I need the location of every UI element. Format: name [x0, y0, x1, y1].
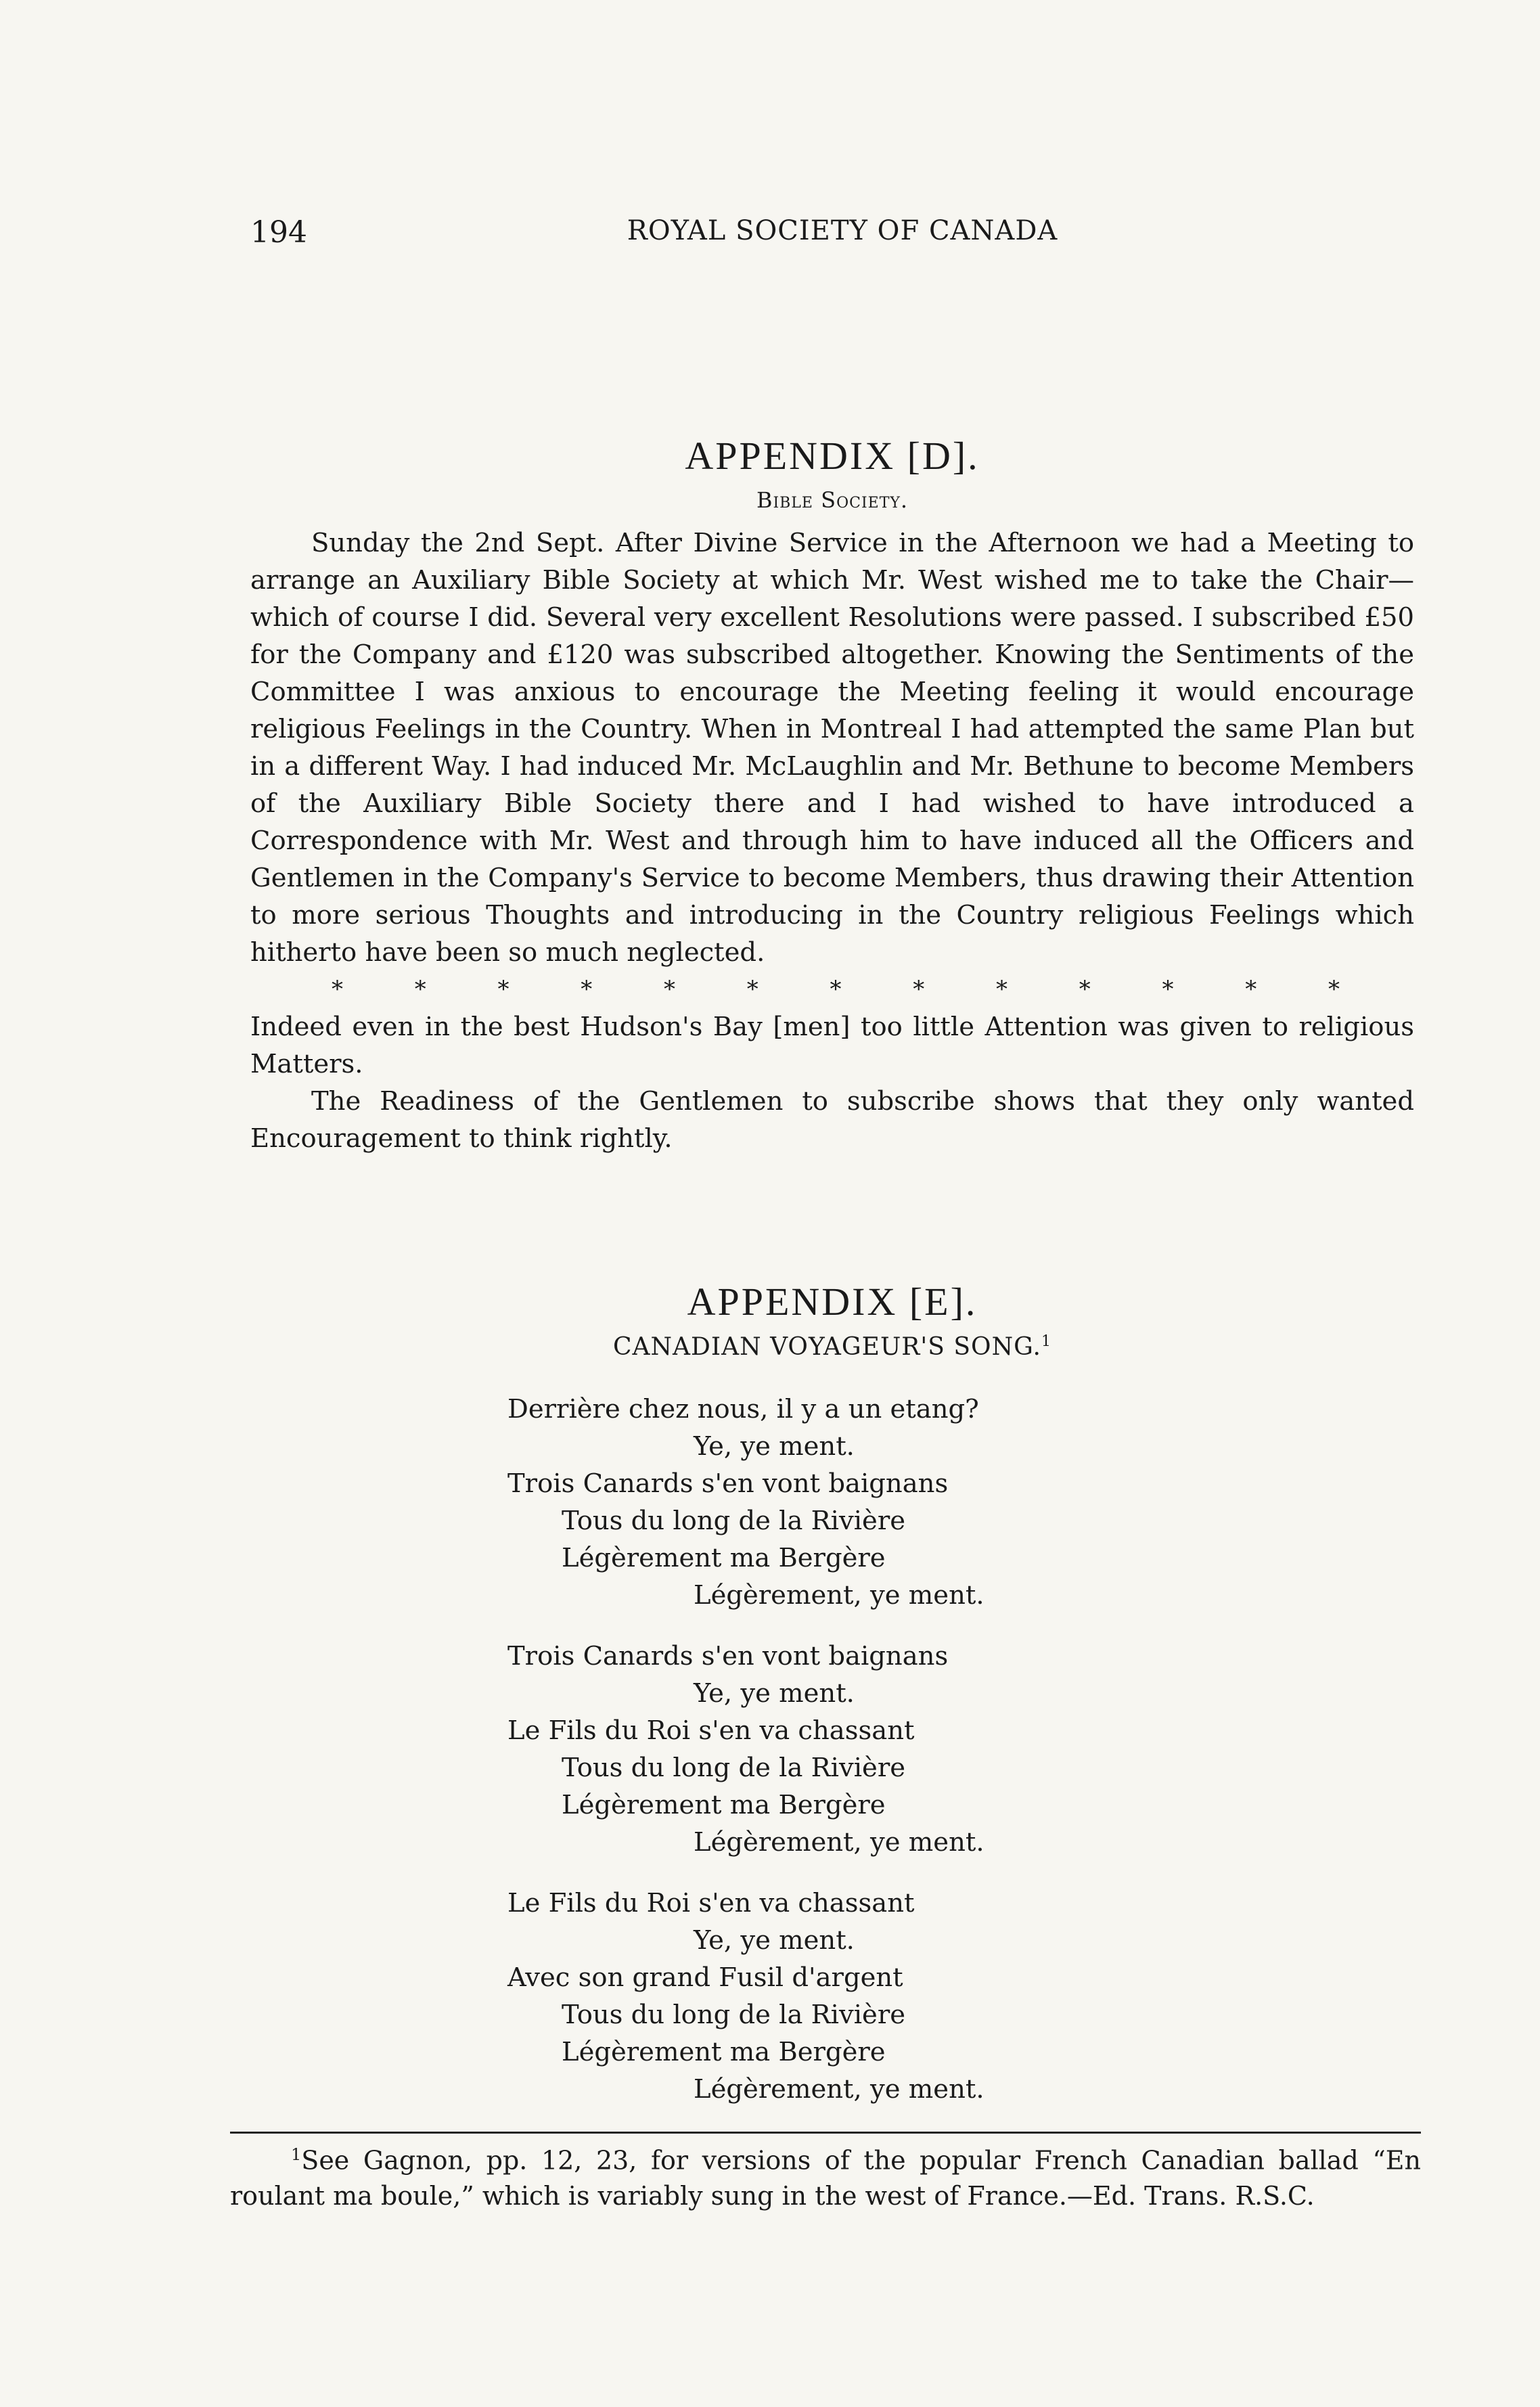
- appendix-d-paragraph-2: Indeed even in the best Hudson's Bay [men] too little Attention was given to religious Matters.: [250, 1012, 1414, 1079]
- verse-line: Légèrement, ye ment.: [694, 1580, 984, 1611]
- footnote-reference: 1: [1041, 1333, 1051, 1350]
- verse-line: Derrière chez nous, il y a un etang?: [507, 1394, 979, 1424]
- verse-line: Ye, ye ment.: [694, 1925, 855, 1956]
- appendix-d: [250, 433, 1414, 1157]
- verse-line: Ye, ye ment.: [694, 1678, 855, 1709]
- page-header: [250, 215, 1434, 256]
- verse-line: Tous du long de la Rivière: [562, 1506, 906, 1536]
- star: *: [913, 976, 925, 1003]
- star: *: [664, 976, 675, 1003]
- verse-line: Légèrement, ye ment.: [694, 1827, 984, 1858]
- ellipsis-stars: [250, 971, 1414, 1008]
- appendix-d-subtitle: Bible Society.: [756, 487, 909, 513]
- star: *: [497, 976, 509, 1003]
- star: *: [996, 976, 1007, 1003]
- verse-line: Légèrement, ye ment.: [694, 2074, 984, 2105]
- footnote: [230, 2137, 1421, 2213]
- verse-line: Légèrement ma Bergère: [562, 1543, 886, 1573]
- footnote-marker: 1: [291, 2145, 302, 2164]
- verse-line: Tous du long de la Rivière: [562, 2000, 906, 2030]
- verse-line: Trois Canards s'en vont baignans: [507, 1641, 949, 1671]
- verse-line: Légèrement ma Bergère: [562, 1790, 886, 1820]
- star: *: [746, 976, 758, 1003]
- appendix-e-heading: [250, 1279, 1414, 1361]
- star: *: [1079, 976, 1091, 1003]
- star: *: [414, 976, 426, 1003]
- verse-line: Le Fils du Roi s'en va chassant: [507, 1715, 915, 1746]
- verse-line: Ye, ye ment.: [694, 1431, 855, 1462]
- appendix-d-paragraph-3: The Readiness of the Gentlemen to subscribe shows that they only wanted Encouragement to think rightly.: [250, 1086, 1414, 1154]
- verse-line: Le Fils du Roi s'en va chassant: [507, 1888, 915, 1918]
- star: *: [1328, 976, 1340, 1003]
- footnote-rule: [230, 2132, 1421, 2134]
- star: *: [1245, 976, 1257, 1003]
- page-number: 194: [250, 215, 307, 250]
- star: *: [332, 976, 343, 1003]
- star: *: [581, 976, 593, 1003]
- star: *: [830, 976, 842, 1003]
- verse-line: Trois Canards s'en vont baignans: [507, 1468, 949, 1499]
- appendix-e-title: APPENDIX [E].: [687, 1280, 978, 1324]
- verse-line: Tous du long de la Rivière: [562, 1753, 906, 1783]
- star: *: [1162, 976, 1174, 1003]
- footnote-text: See Gagnon, pp. 12, 23, for versions of the popular French Canadian ballad “En roulant ma boule,” which is variably sung in the west of France.—Ed. Trans. R.S.C.: [230, 2145, 1421, 2211]
- song-title: CANADIAN VOYAGEUR'S SONG.$^1$: [613, 1333, 1051, 1361]
- verse-line: Avec son grand Fusil d'argent: [507, 1962, 903, 1993]
- appendix-d-title: APPENDIX [D].: [685, 434, 980, 478]
- verse-line: Légèrement ma Bergère: [562, 2037, 886, 2067]
- appendix-d-paragraph-1: Sunday the 2nd Sept. After Divine Service in the Afternoon we had a Meeting to arrange an Auxiliary Bible Society at which Mr. West wished me to take the Chair—which of course I did. Several very excellent Resolutions were passed. I subscribed £50 for the Company and £120 was subscribed altogether. Knowing the Sentiments of the Committee I was anxious to encourage the Meeting feeling it would encourage religious Feelings in the Country. When in Montreal I had attempted the same Plan but in a different Way. I had induced Mr. McLaughlin and Mr. Bethune to become Members of the Auxiliary Bible Society there and I had wished to have introduced a Correspondence with Mr. West and through him to have induced all the Officers and Gentlemen in the Company's Service to become Members, thus drawing their Attention to more serious Thoughts and introducing in the Country religious Feelings which hitherto have been so much neglected.: [250, 528, 1414, 968]
- running-head: ROYAL SOCIETY OF CANADA: [627, 215, 1058, 246]
